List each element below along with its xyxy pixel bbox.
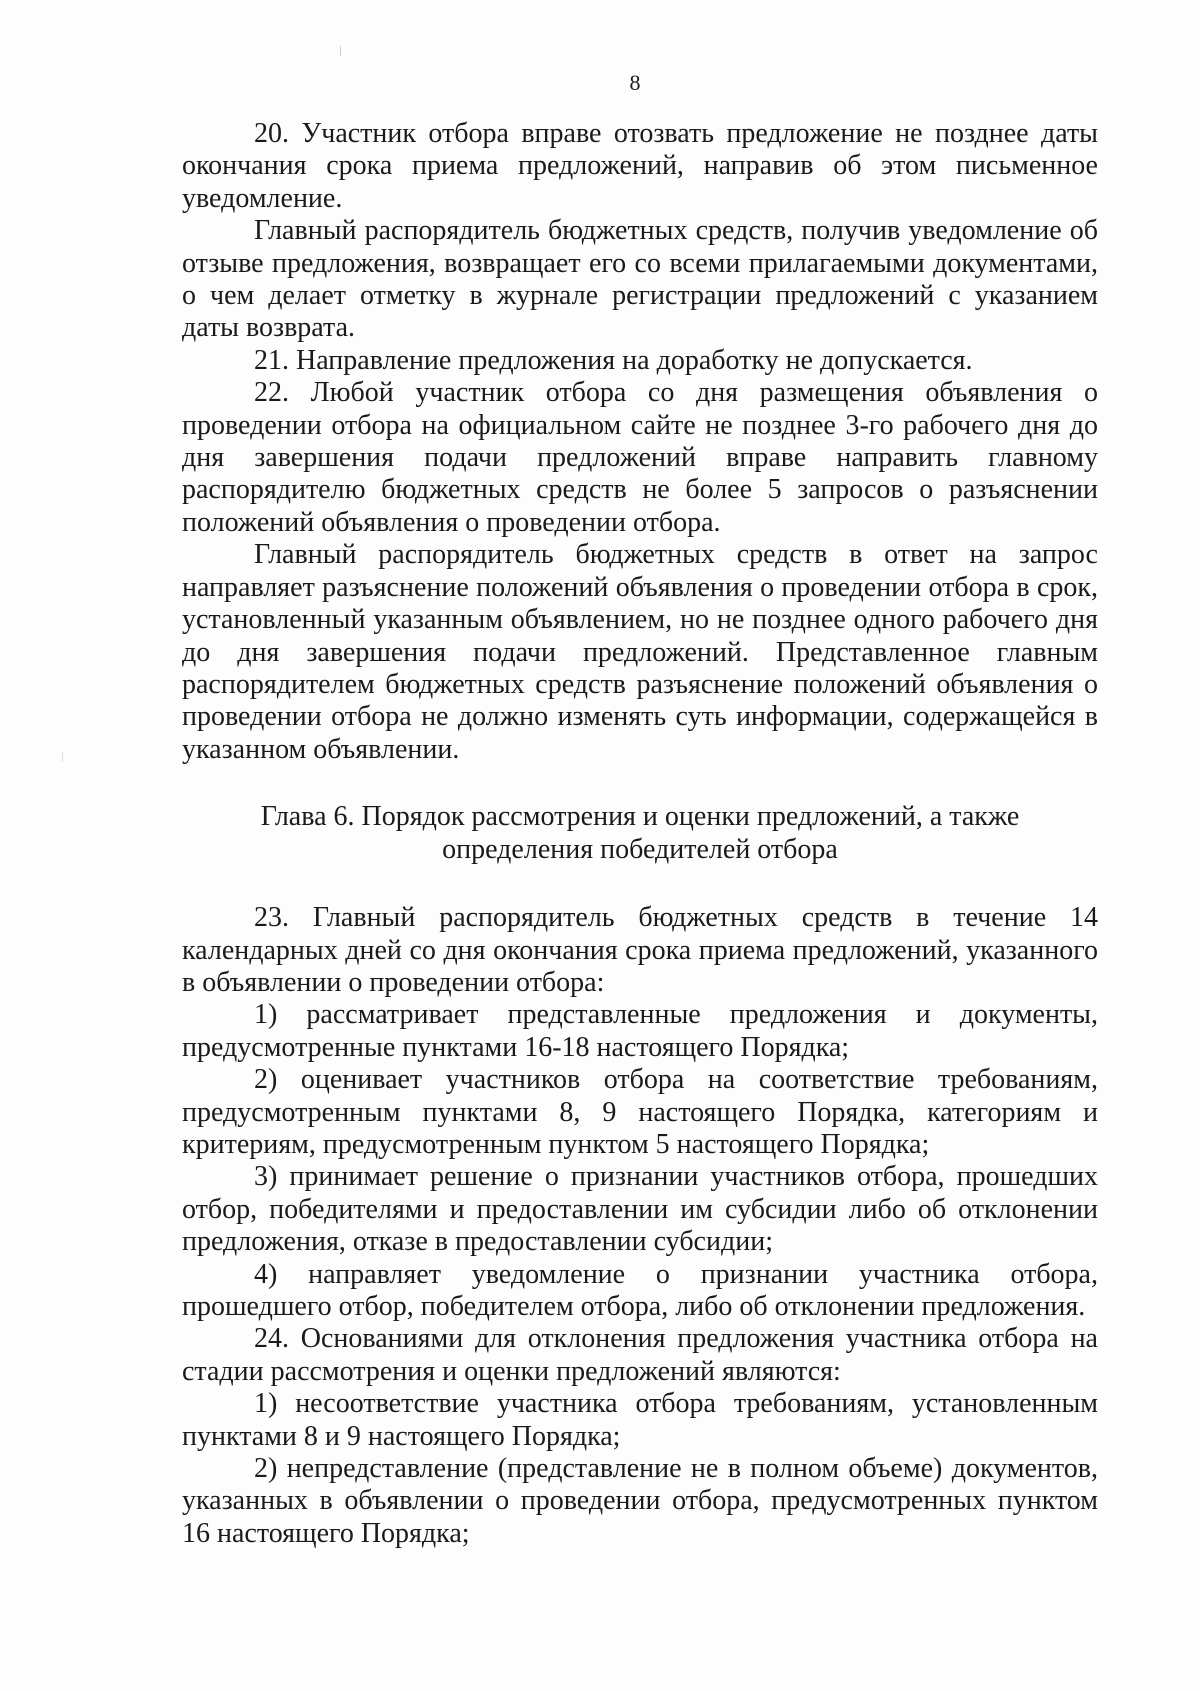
paragraph-20-notice: Главный распорядитель бюджетных средств, получив уведомление об отзыве предложения, возвращает его со всеми прилагаемыми документами, о чем делает отметку в журнале регистрации предложений с указанием даты возврата. [182, 215, 1098, 344]
paragraph-24-item-1: 1) несоответствие участника отбора требованиям, установленным пунктами 8 и 9 настоящего Порядка; [182, 1388, 1098, 1452]
paragraph-21: 21. Направление предложения на доработку не допускается. [254, 344, 973, 376]
chapter-heading [182, 800, 1098, 866]
paragraph-23: 23. Главный распорядитель бюджетных средств в течение 14 календарных дней со дня окончания срока приема предложений, указанного в объявлении о проведении отбора: [182, 902, 1098, 998]
scan-artifact [340, 46, 341, 56]
paragraph-23-item-1: 1) рассматривает представленные предложения и документы, предусмотренные пунктами 16-18 настоящего Порядка; [182, 999, 1098, 1063]
chapter-heading-line-1: Глава 6. Порядок рассмотрения и оценки предложений, а также [260, 801, 1020, 833]
page-number: 8 [629, 70, 641, 95]
document-body [182, 118, 1098, 1550]
paragraph-23-item-3: 3) принимает решение о признании участников отбора, прошедших отбор, победителями и предоставлении им субсидии либо об отклонении предложения, отказе в предоставлении субсидии; [182, 1161, 1098, 1258]
scan-artifact [62, 752, 63, 762]
chapter-heading-line-2: определения победителей отбора [442, 834, 838, 866]
paragraph-23-item-4: 4) направляет уведомление о признании участника отбора, прошедшего отбор, победителем отбора, либо об отклонении предложения. [182, 1258, 1098, 1322]
paragraph-24: 24. Основаниями для отклонения предложения участника отбора на стадии рассмотрения и оценки предложений являются: [182, 1323, 1098, 1387]
paragraph-22-response: Главный распорядитель бюджетных средств в ответ на запрос направляет разъяснение положений объявления о проведении отбора в срок, установленный указанным объявлением, но не позднее одного рабочего дня до дня завершения подачи предложений. Представленное главным распорядителем бюджетных средств разъяснение положений объявления о проведении отбора не должно изменять суть информации, содержащейся в указанном объявлении. [182, 539, 1098, 765]
paragraph-20: 20. Участник отбора вправе отозвать предложение не позднее даты окончания срока приема предложений, направив об этом письменное уведомление. [182, 118, 1098, 214]
paragraph-22: 22. Любой участник отбора со дня размещения объявления о проведении отбора на официальном сайте не позднее 3-го рабочего дня до дня завершения подачи предложений вправе направить главному распорядителю бюджетных средств не более 5 запросов о разъяснении положений объявления о проведении отбора. [182, 377, 1098, 538]
paragraph-23-item-2: 2) оценивает участников отбора на соответствие требованиям, предусмотренным пунктами 8, 9 настоящего Порядка, категориям и критериям, предусмотренным пунктом 5 настоящего Порядка; [182, 1064, 1098, 1160]
paragraph-24-item-2: 2) непредставление (представление не в полном объеме) документов, указанных в объявлении о проведении отбора, предусмотренных пунктом 16 настоящего Порядка; [182, 1453, 1098, 1549]
